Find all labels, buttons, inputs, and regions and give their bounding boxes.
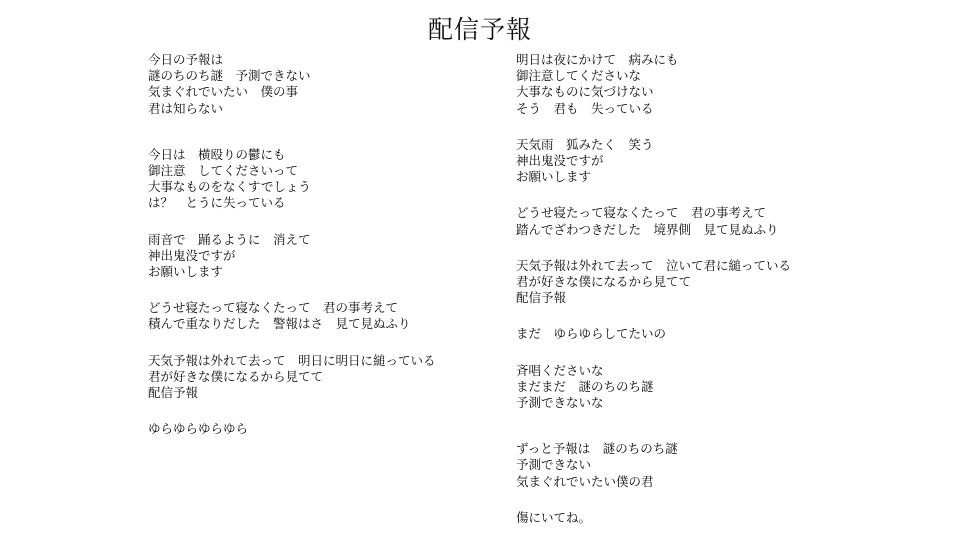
lyrics-line: 雨音で 踊るように 消えて — [148, 232, 311, 247]
lyrics-line: 今日の予報は — [148, 53, 224, 67]
lyrics-stanza — [516, 326, 856, 342]
lyrics-line: 御注意してくださいな — [516, 69, 642, 84]
lyrics-line: 積んで重なりだした 警報はさ 見て見ぬふり — [148, 317, 411, 332]
lyrics-line: 傷にいてね。 — [516, 510, 592, 525]
lyrics-line: 大事なものをなくすでしょう — [148, 180, 311, 195]
lyrics-line: 天気予報は外れて去って 泣いて君に縋っている — [516, 258, 792, 273]
lyrics-line: 明日は夜にかけて 病みにも — [516, 53, 679, 67]
lyrics-line: 斉唱くださいな — [516, 363, 604, 378]
lyrics-line: 予測できない — [516, 458, 592, 473]
lyrics-line: まだまだ 謎のちのち謎 — [516, 379, 654, 394]
lyrics-line: 配信予報 — [516, 291, 567, 306]
lyrics-line: どうせ寝たって寝なくたって 君の事考えて — [516, 206, 767, 221]
lyrics-stanza — [516, 52, 856, 117]
lyrics-line: 予測できないな — [516, 396, 604, 411]
lyrics-line: 天気雨 狐みたく 笑う — [516, 137, 654, 152]
lyrics-column-left — [148, 52, 478, 457]
lyrics-stanza — [516, 258, 856, 307]
lyrics-line: 配信予報 — [148, 386, 199, 401]
lyrics-line: まだ ゆらゆらしてたいの — [516, 327, 667, 342]
lyrics-line: お願いします — [148, 265, 224, 280]
lyrics-stanza — [148, 147, 478, 212]
lyrics-line: 御注意 してくださいって — [148, 164, 299, 179]
lyrics-line: は？ とうに失っている — [148, 196, 286, 211]
lyrics-stanza — [516, 137, 856, 186]
lyrics-line: お願いします — [516, 170, 592, 185]
lyrics-stanza — [148, 300, 478, 332]
lyrics-stanza — [148, 353, 478, 402]
lyrics-line: 気まぐれでいたい僕の君 — [516, 474, 654, 489]
lyrics-line: 大事なものに気づけない — [516, 85, 654, 100]
lyrics-line: 天気予報は外れて去って 明日に明日に縋っている — [148, 353, 436, 368]
lyrics-stanza — [516, 363, 856, 412]
lyrics-stanza — [516, 205, 856, 237]
lyrics-line: 君が好きな僕になるから見てて — [148, 369, 324, 384]
lyrics-stanza — [516, 510, 856, 526]
lyrics-line: 気まぐれでいたい 僕の事 — [148, 85, 299, 100]
lyrics-line: 踏んでざわつきだした 境界側 見て見ぬふり — [516, 222, 779, 237]
lyrics-line: 神出鬼没ですが — [148, 248, 236, 263]
lyrics-stanza — [148, 52, 478, 117]
lyrics-stanza — [148, 421, 478, 437]
lyrics-stanza — [516, 441, 856, 490]
lyrics-line: ゆらゆらゆらゆら — [148, 422, 249, 437]
page-title: 配信予報 — [427, 17, 532, 44]
lyrics-line: 神出鬼没ですが — [516, 154, 604, 169]
lyrics-line: どうせ寝たって寝なくたって 君の事考えて — [148, 301, 399, 316]
lyrics-line: ずっと予報は 謎のちのち謎 — [516, 442, 678, 457]
lyrics-line: そう 君も 失っている — [516, 101, 654, 116]
lyrics-line: 今日は 横殴りの鬱にも — [148, 147, 286, 162]
lyrics-columns — [0, 52, 960, 540]
lyrics-line: 謎のちのち謎 予測できない — [148, 69, 311, 84]
lyrics-line: 君は知らない — [148, 101, 224, 116]
lyrics-line: 君が好きな僕になるから見てて — [516, 275, 692, 290]
lyrics-stanza — [148, 232, 478, 281]
lyrics-column-right — [516, 52, 856, 546]
